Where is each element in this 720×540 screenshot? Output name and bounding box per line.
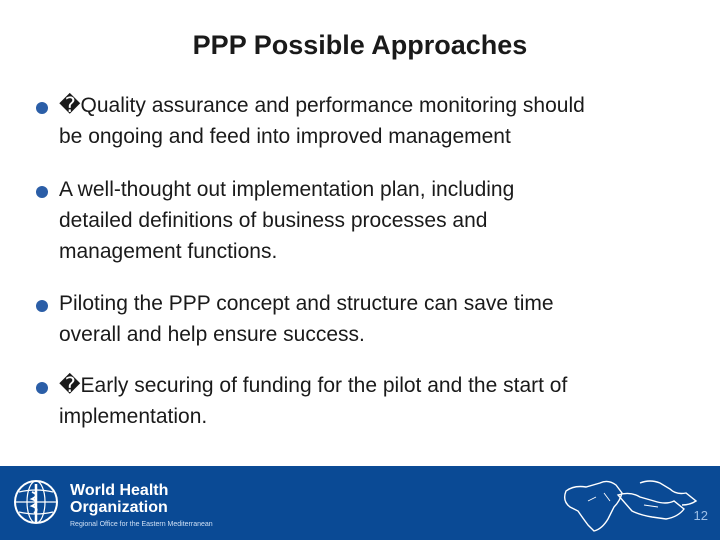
bullet-text xyxy=(59,370,669,432)
bullet-line: Piloting the PPP concept and structure can save time xyxy=(59,292,554,315)
slide-title: PPP Possible Approaches xyxy=(192,30,528,60)
footer-bar xyxy=(0,466,720,540)
bullet-dot-icon xyxy=(36,382,48,394)
page-number: 12 xyxy=(693,508,708,523)
bullet-line: overall and help ensure success. xyxy=(59,323,365,346)
org-name-line: World Health xyxy=(70,482,169,499)
bullet-line: be ongoing and feed into improved management xyxy=(59,125,511,148)
bullet-text xyxy=(59,288,669,350)
org-name xyxy=(70,482,168,516)
bullet-line: management functions. xyxy=(59,240,278,263)
bullet-dot-icon xyxy=(36,186,48,198)
bullet-dot-icon xyxy=(36,300,48,312)
who-emblem-icon xyxy=(12,478,60,526)
bullet-line: detailed definitions of business processes and xyxy=(59,209,488,232)
region-map-icon xyxy=(548,471,708,537)
bullet-line: implementation. xyxy=(59,405,208,428)
bullet-line: �Early securing of funding for the pilot and the start of xyxy=(59,374,568,397)
org-name-line: Organization xyxy=(70,499,168,516)
bullet-text xyxy=(59,174,669,267)
regional-office-label: Regional Office for the Eastern Mediterranean xyxy=(70,521,213,528)
bullet-line: A well-thought out implementation plan, including xyxy=(59,178,515,201)
bullet-dot-icon xyxy=(36,102,48,114)
bullet-line: �Quality assurance and performance monitoring should xyxy=(59,94,585,117)
bullet-text xyxy=(59,90,669,152)
